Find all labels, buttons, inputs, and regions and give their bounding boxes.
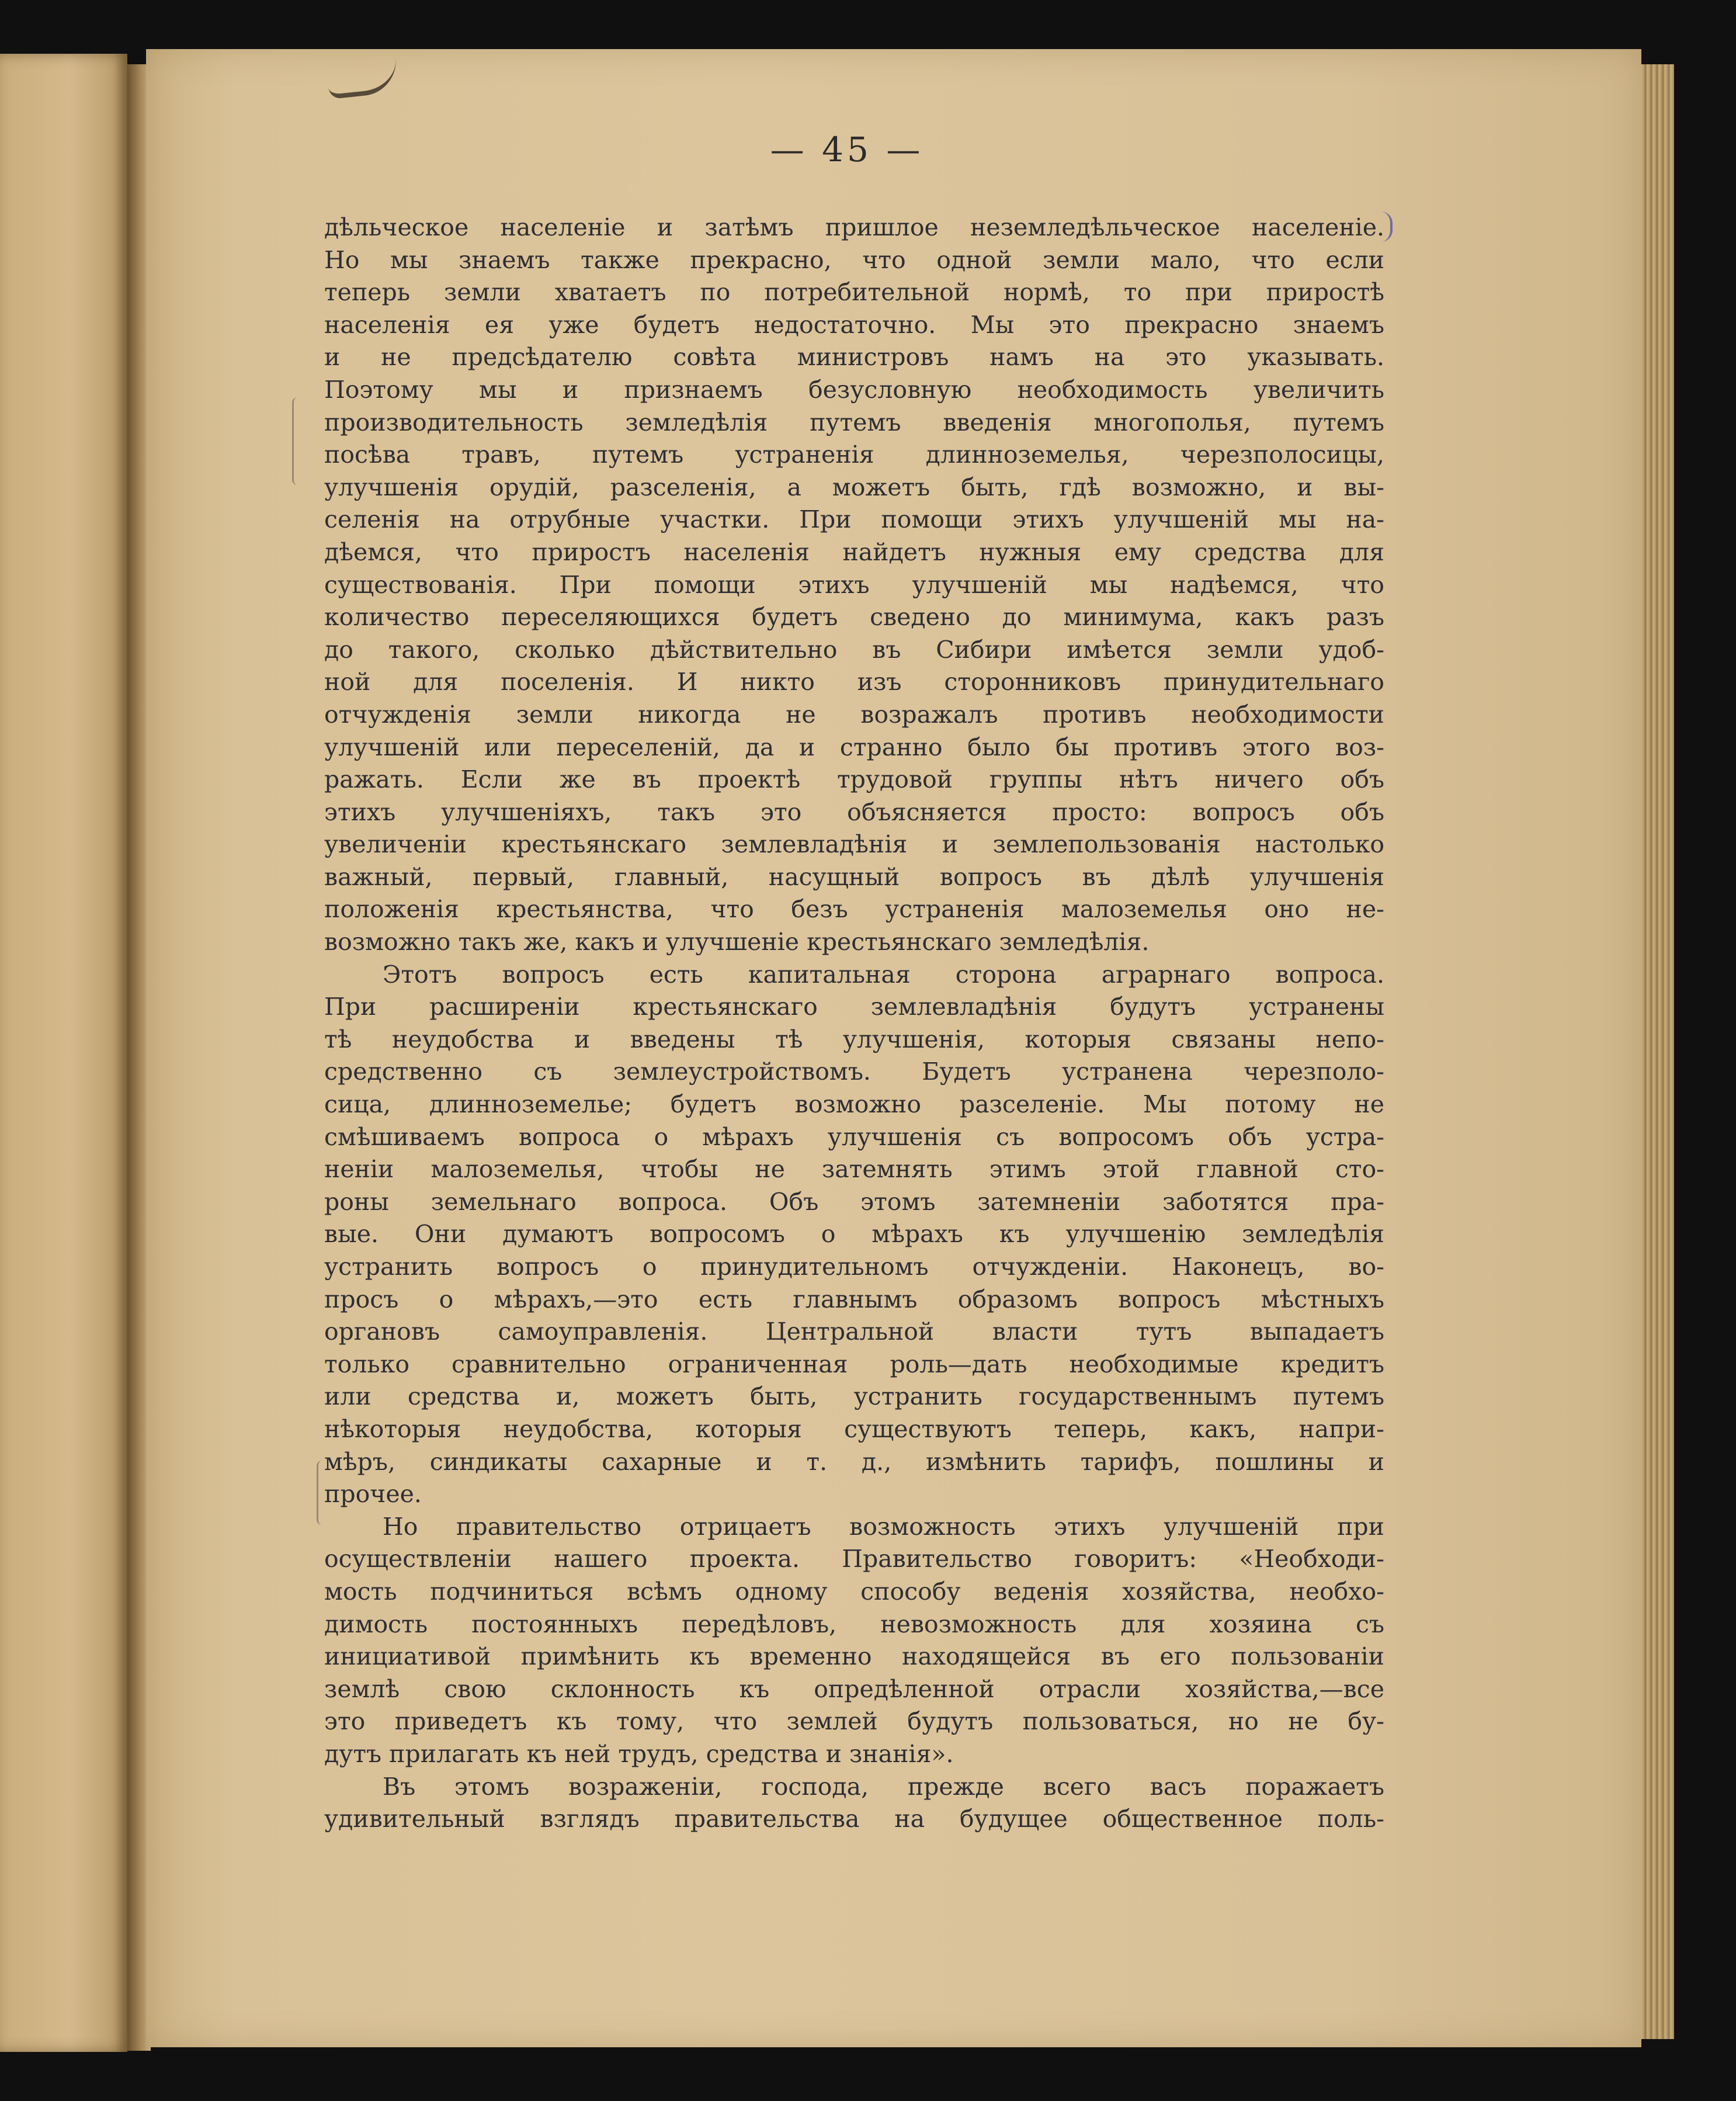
page-edges xyxy=(1641,64,1674,2039)
text-line: средственно съ землеустройствомъ. Будетъ устранена черезполо- xyxy=(324,1058,1384,1086)
text-line: населенія ея уже будетъ недостаточно. Мы это прекрасно знаемъ xyxy=(324,310,1384,339)
text-line: до такого, сколько дѣйствительно въ Сибири имѣется земли удоб- xyxy=(324,635,1384,664)
text-line: вые. Они думаютъ вопросомъ о мѣрахъ къ улучшенію земледѣлія xyxy=(324,1220,1384,1249)
text-line: димость постоянныхъ передѣловъ, невозможность для хозяина съ xyxy=(324,1610,1384,1638)
text-line: это приведетъ къ тому, что землей будутъ пользоваться, но не бу- xyxy=(324,1707,1384,1736)
text-line: Но мы знаемъ также прекрасно, что одной земли мало, что если xyxy=(324,245,1384,274)
text-line: дутъ прилагать къ ней трудъ, средства и знанія». xyxy=(324,1739,954,1768)
text-line: количество переселяющихся будетъ сведено до минимума, какъ разъ xyxy=(324,603,1384,632)
text-line: неніи малоземелья, чтобы не затемнять этимъ этой главной сто- xyxy=(324,1155,1384,1184)
text-line: При расширеніи крестьянскаго землевладѣнія будутъ устранены xyxy=(324,993,1384,1021)
text-line: этихъ улучшеніяхъ, такъ это объясняется просто: вопросъ объ xyxy=(324,798,1384,826)
text-line: дѣемся, что приростъ населенія найдетъ нужныя ему средства для xyxy=(324,538,1384,566)
text-line: улучшенія орудій, разселенія, а можетъ быть, гдѣ возможно, и вы- xyxy=(324,473,1384,501)
text-line: посѣва травъ, путемъ устраненія длинноземелья, черезполосицы, xyxy=(324,441,1384,469)
text-line: Но правительство отрицаетъ возможность этихъ улучшеній при xyxy=(383,1512,1384,1541)
text-line: мѣръ, синдикаты сахарные и т. д., измѣнить тарифъ, пошлины и xyxy=(324,1447,1384,1476)
text-line: землѣ свою склонность къ опредѣленной отрасли хозяйства,—все xyxy=(324,1674,1384,1703)
text-line: производительность земледѣлія путемъ введенія многополья, путемъ xyxy=(324,408,1384,436)
text-line: увеличеніи крестьянскаго землевладѣнія и землепользованія настолько xyxy=(324,830,1384,859)
text-line: тѣ неудобства и введены тѣ улучшенія, которыя связаны непо- xyxy=(324,1025,1384,1053)
text-line: важный, первый, главный, насущный вопросъ въ дѣлѣ улучшенія xyxy=(324,862,1384,891)
text-line: ражать. Если же въ проектѣ трудовой группы нѣтъ ничего объ xyxy=(324,765,1384,794)
text-line: устранить вопросъ о принудительномъ отчужденіи. Наконецъ, во- xyxy=(324,1253,1384,1281)
body-text xyxy=(324,212,1384,1836)
text-line: осуществленіи нашего проекта. Правительство говоритъ: «Необходи- xyxy=(324,1545,1384,1573)
text-line: Этотъ вопросъ есть капитальная сторона аграрнаго вопроса. xyxy=(383,960,1384,989)
page-number: — 45 — xyxy=(770,130,924,169)
text-line: улучшеній или переселеній, да и странно было бы противъ этого воз- xyxy=(324,733,1384,761)
text-line: отчужденія земли никогда не возражалъ противъ необходимости xyxy=(324,700,1384,729)
text-line: положенія крестьянства, что безъ устраненія малоземелья оно не- xyxy=(324,895,1384,924)
text-line: сица, длинноземелье; будетъ возможно разселеніе. Мы потому не xyxy=(324,1090,1384,1119)
text-line: органовъ самоуправленія. Центральной власти тутъ выпадаетъ xyxy=(324,1318,1384,1346)
text-line: только сравнительно ограниченная роль—дать необходимые кредитъ xyxy=(324,1350,1384,1378)
text-line: селенія на отрубные участки. При помощи этихъ улучшеній мы на- xyxy=(324,505,1384,534)
text-line: теперь земли хватаетъ по потребительной нормѣ, то при приростѣ xyxy=(324,278,1384,307)
text-line: существованія. При помощи этихъ улучшеній мы надѣемся, что xyxy=(324,570,1384,599)
text-line: возможно такъ же, какъ и улучшеніе крестьянскаго земледѣлія. xyxy=(324,928,1150,956)
text-line: ной для поселенія. И никто изъ сторонниковъ принудительнаго xyxy=(324,668,1384,696)
left-page xyxy=(0,54,127,2052)
text-line: инициативой примѣнить къ временно находящейся въ его пользованіи xyxy=(324,1642,1384,1671)
text-line: роны земельнаго вопроса. Объ этомъ затемненіи заботятся пра- xyxy=(324,1187,1384,1216)
text-line: смѣшиваемъ вопроса о мѣрахъ улучшенія съ вопросомъ объ устра- xyxy=(324,1122,1384,1151)
text-line: и не предсѣдателю совѣта министровъ намъ на это указывать. xyxy=(324,343,1384,372)
text-line: мость подчиниться всѣмъ одному способу веденія хозяйства, необхо- xyxy=(324,1577,1384,1606)
margin-pencil-mark xyxy=(317,1461,322,1525)
text-line: Въ этомъ возраженіи, господа, прежде всего васъ поражаетъ xyxy=(383,1772,1384,1801)
text-line: дѣльческое населеніе и затѣмъ пришлое неземледѣльческое населеніе. xyxy=(324,213,1384,241)
text-line: или средства и, можетъ быть, устранить государственнымъ путемъ xyxy=(324,1382,1384,1411)
text-line: просъ о мѣрахъ,—это есть главнымъ образомъ вопросъ мѣстныхъ xyxy=(324,1285,1384,1313)
text-line: прочее. xyxy=(324,1480,422,1509)
text-line: Поэтому мы и признаемъ безусловную необходимость увеличить xyxy=(324,375,1384,404)
text-line: удивительный взглядъ правительства на будущее общественное поль- xyxy=(324,1805,1384,1833)
text-line: нѣкоторыя неудобства, которыя существуютъ теперь, какъ, напри- xyxy=(324,1414,1384,1443)
margin-pencil-mark xyxy=(292,397,297,485)
